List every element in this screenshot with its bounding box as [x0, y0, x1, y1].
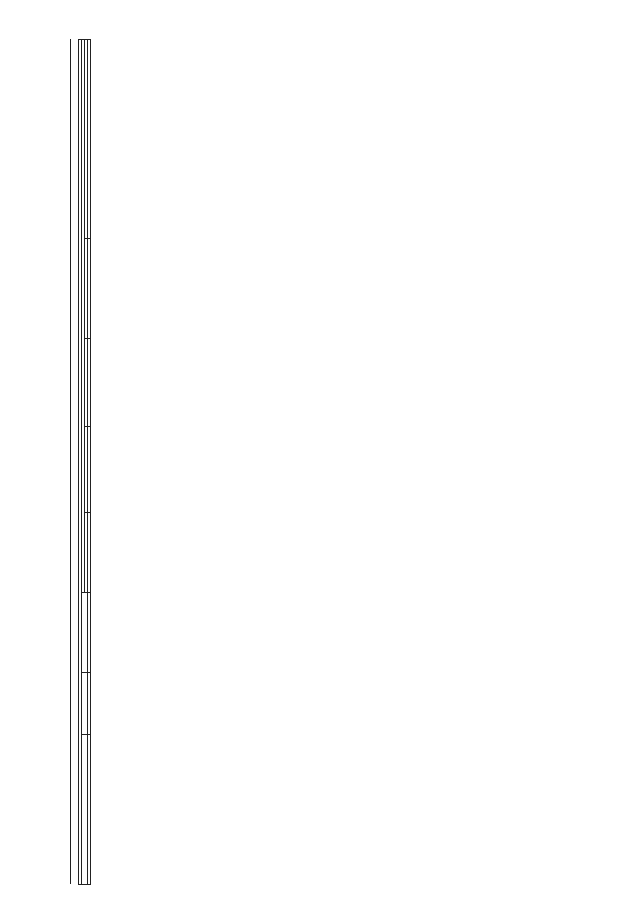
col-number — [88, 239, 91, 339]
col-number — [88, 40, 91, 239]
passport-table — [70, 39, 91, 885]
col-number — [88, 427, 91, 513]
column-numbers-row — [88, 40, 91, 885]
col-number — [88, 593, 91, 673]
col-number — [88, 673, 91, 735]
rotated-page-area — [70, 40, 600, 885]
col-number — [88, 339, 91, 427]
col-number — [88, 735, 91, 885]
document-content — [70, 40, 600, 885]
col-number — [88, 513, 91, 593]
